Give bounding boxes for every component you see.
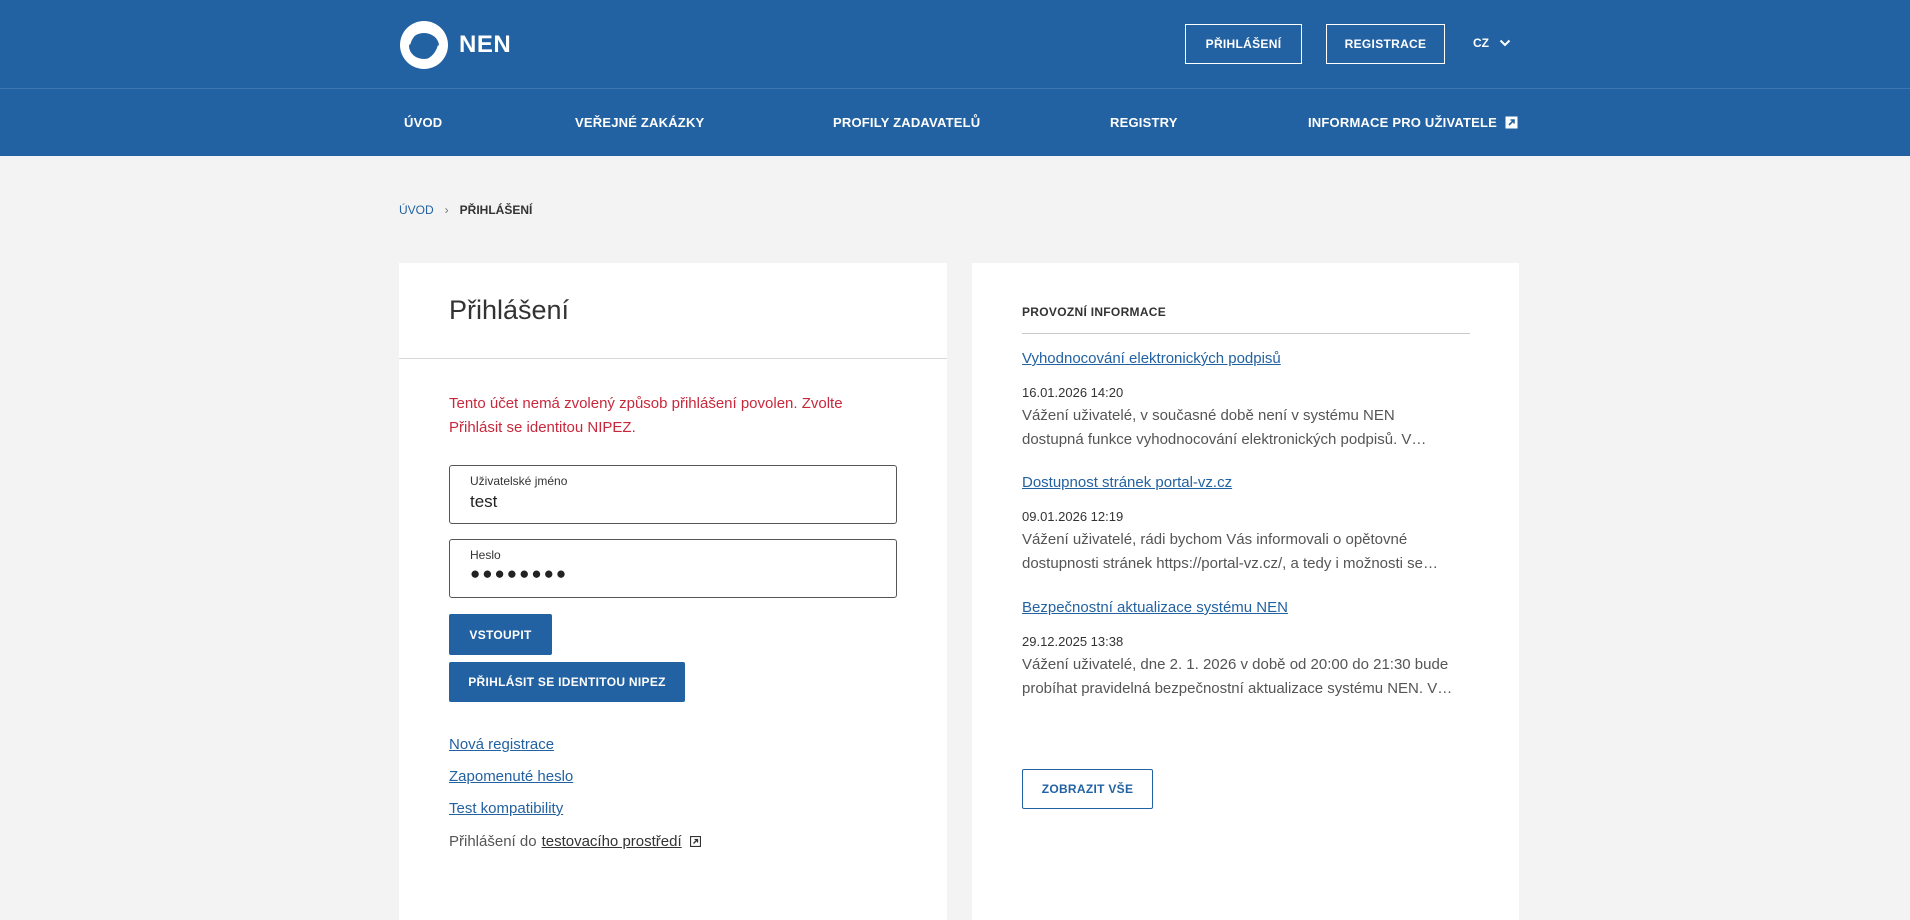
- breadcrumb: [399, 203, 532, 217]
- forgot-password-link[interactable]: Zapomenuté heslo: [449, 768, 574, 785]
- news-text-line: dostupná funkce vyhodnocování elektronických podpisů. V…: [1022, 431, 1427, 448]
- logo[interactable]: [398, 18, 511, 72]
- login-button[interactable]: PŘIHLÁŠENÍ: [1185, 24, 1302, 64]
- new-registration-link[interactable]: Nová registrace: [449, 736, 555, 753]
- password-input[interactable]: ●●●●●●●●: [470, 564, 569, 583]
- news-date: 29.12.2025 13:38: [1022, 634, 1124, 649]
- language-select[interactable]: [1473, 36, 1511, 50]
- news-date: 16.01.2026 14:20: [1022, 385, 1124, 400]
- main-nav: [0, 89, 1910, 156]
- nav-item-verejne-zakazky[interactable]: VEŘEJNÉ ZAKÁZKY: [575, 115, 705, 130]
- register-button[interactable]: REGISTRACE: [1326, 24, 1445, 64]
- nipez-login-button[interactable]: PŘIHLÁSIT SE IDENTITOU NIPEZ: [449, 662, 685, 702]
- news-item: [1022, 350, 1472, 452]
- news-title-link[interactable]: Dostupnost stránek portal-vz.cz: [1022, 474, 1233, 491]
- compatibility-test-link[interactable]: Test kompatibility: [449, 800, 564, 817]
- test-environment-prefix: Přihlášení do: [449, 833, 537, 850]
- news-title-link[interactable]: Bezpečnostní aktualizace systému NEN: [1022, 599, 1288, 616]
- error-message-line: Tento účet nemá zvolený způsob přihlášení povolen. Zvolte: [449, 395, 843, 412]
- language-label: CZ: [1473, 36, 1489, 50]
- news-text-line: dostupnosti stránek https://portal-vz.cz/, a tedy i možnosti se…: [1022, 555, 1439, 572]
- news-title-link[interactable]: Vyhodnocování elektronických podpisů: [1022, 350, 1281, 367]
- info-header: PROVOZNÍ INFORMACE: [1022, 305, 1167, 319]
- password-field[interactable]: [449, 539, 897, 598]
- logo-text: NEN: [459, 31, 512, 58]
- error-message: [449, 392, 869, 440]
- news-item: [1022, 474, 1472, 576]
- login-card: [399, 263, 947, 920]
- nav-item-profily-zadavatelu[interactable]: PROFILY ZADAVATELŮ: [833, 115, 981, 130]
- chevron-down-icon: [1499, 39, 1511, 47]
- news-text-line: Vážení uživatelé, rádi bychom Vás informovali o opětovné: [1022, 531, 1408, 548]
- external-link-icon[interactable]: [690, 836, 701, 847]
- page-title: Přihlášení: [449, 295, 570, 325]
- breadcrumb-current: PŘIHLÁŠENÍ: [459, 203, 533, 217]
- top-header: [0, 0, 1910, 89]
- external-link-icon: [1505, 116, 1518, 129]
- news-date: 09.01.2026 12:19: [1022, 509, 1124, 524]
- nav-item-registry[interactable]: REGISTRY: [1110, 115, 1178, 130]
- logo-icon: [398, 19, 450, 71]
- error-message-line: Přihlásit se identitou NIPEZ.: [449, 419, 636, 436]
- username-field[interactable]: [449, 465, 897, 524]
- username-input[interactable]: [470, 492, 870, 512]
- news-text: [1022, 528, 1472, 576]
- news-text-line: probíhat pravidelná bezpečnostní aktualizace systému NEN. V…: [1022, 680, 1453, 697]
- nav-item-informace-pro-uzivatele[interactable]: [1308, 115, 1518, 130]
- news-text-line: Vážení uživatelé, v současné době není v systému NEN: [1022, 407, 1395, 424]
- news-text: [1022, 653, 1472, 701]
- nav-item-label: INFORMACE PRO UŽIVATELE: [1308, 115, 1498, 130]
- test-environment-line: [449, 833, 701, 850]
- nav-item-uvod[interactable]: ÚVOD: [404, 115, 443, 130]
- news-item: [1022, 599, 1472, 701]
- news-text: [1022, 404, 1472, 452]
- breadcrumb-home[interactable]: ÚVOD: [399, 203, 434, 217]
- news-text-line: Vážení uživatelé, dne 2. 1. 2026 v době od 20:00 do 21:30 bude: [1022, 656, 1449, 673]
- show-all-button[interactable]: ZOBRAZIT VŠE: [1022, 769, 1153, 809]
- breadcrumb-chevron-icon: ›: [444, 203, 449, 217]
- test-environment-link[interactable]: testovacího prostředí: [541, 833, 682, 850]
- divider: [1022, 333, 1470, 334]
- enter-button[interactable]: VSTOUPIT: [449, 614, 552, 655]
- username-label: Uživatelské jméno: [470, 474, 568, 488]
- info-card: [972, 263, 1519, 920]
- password-label: Heslo: [470, 548, 501, 562]
- divider: [399, 358, 947, 359]
